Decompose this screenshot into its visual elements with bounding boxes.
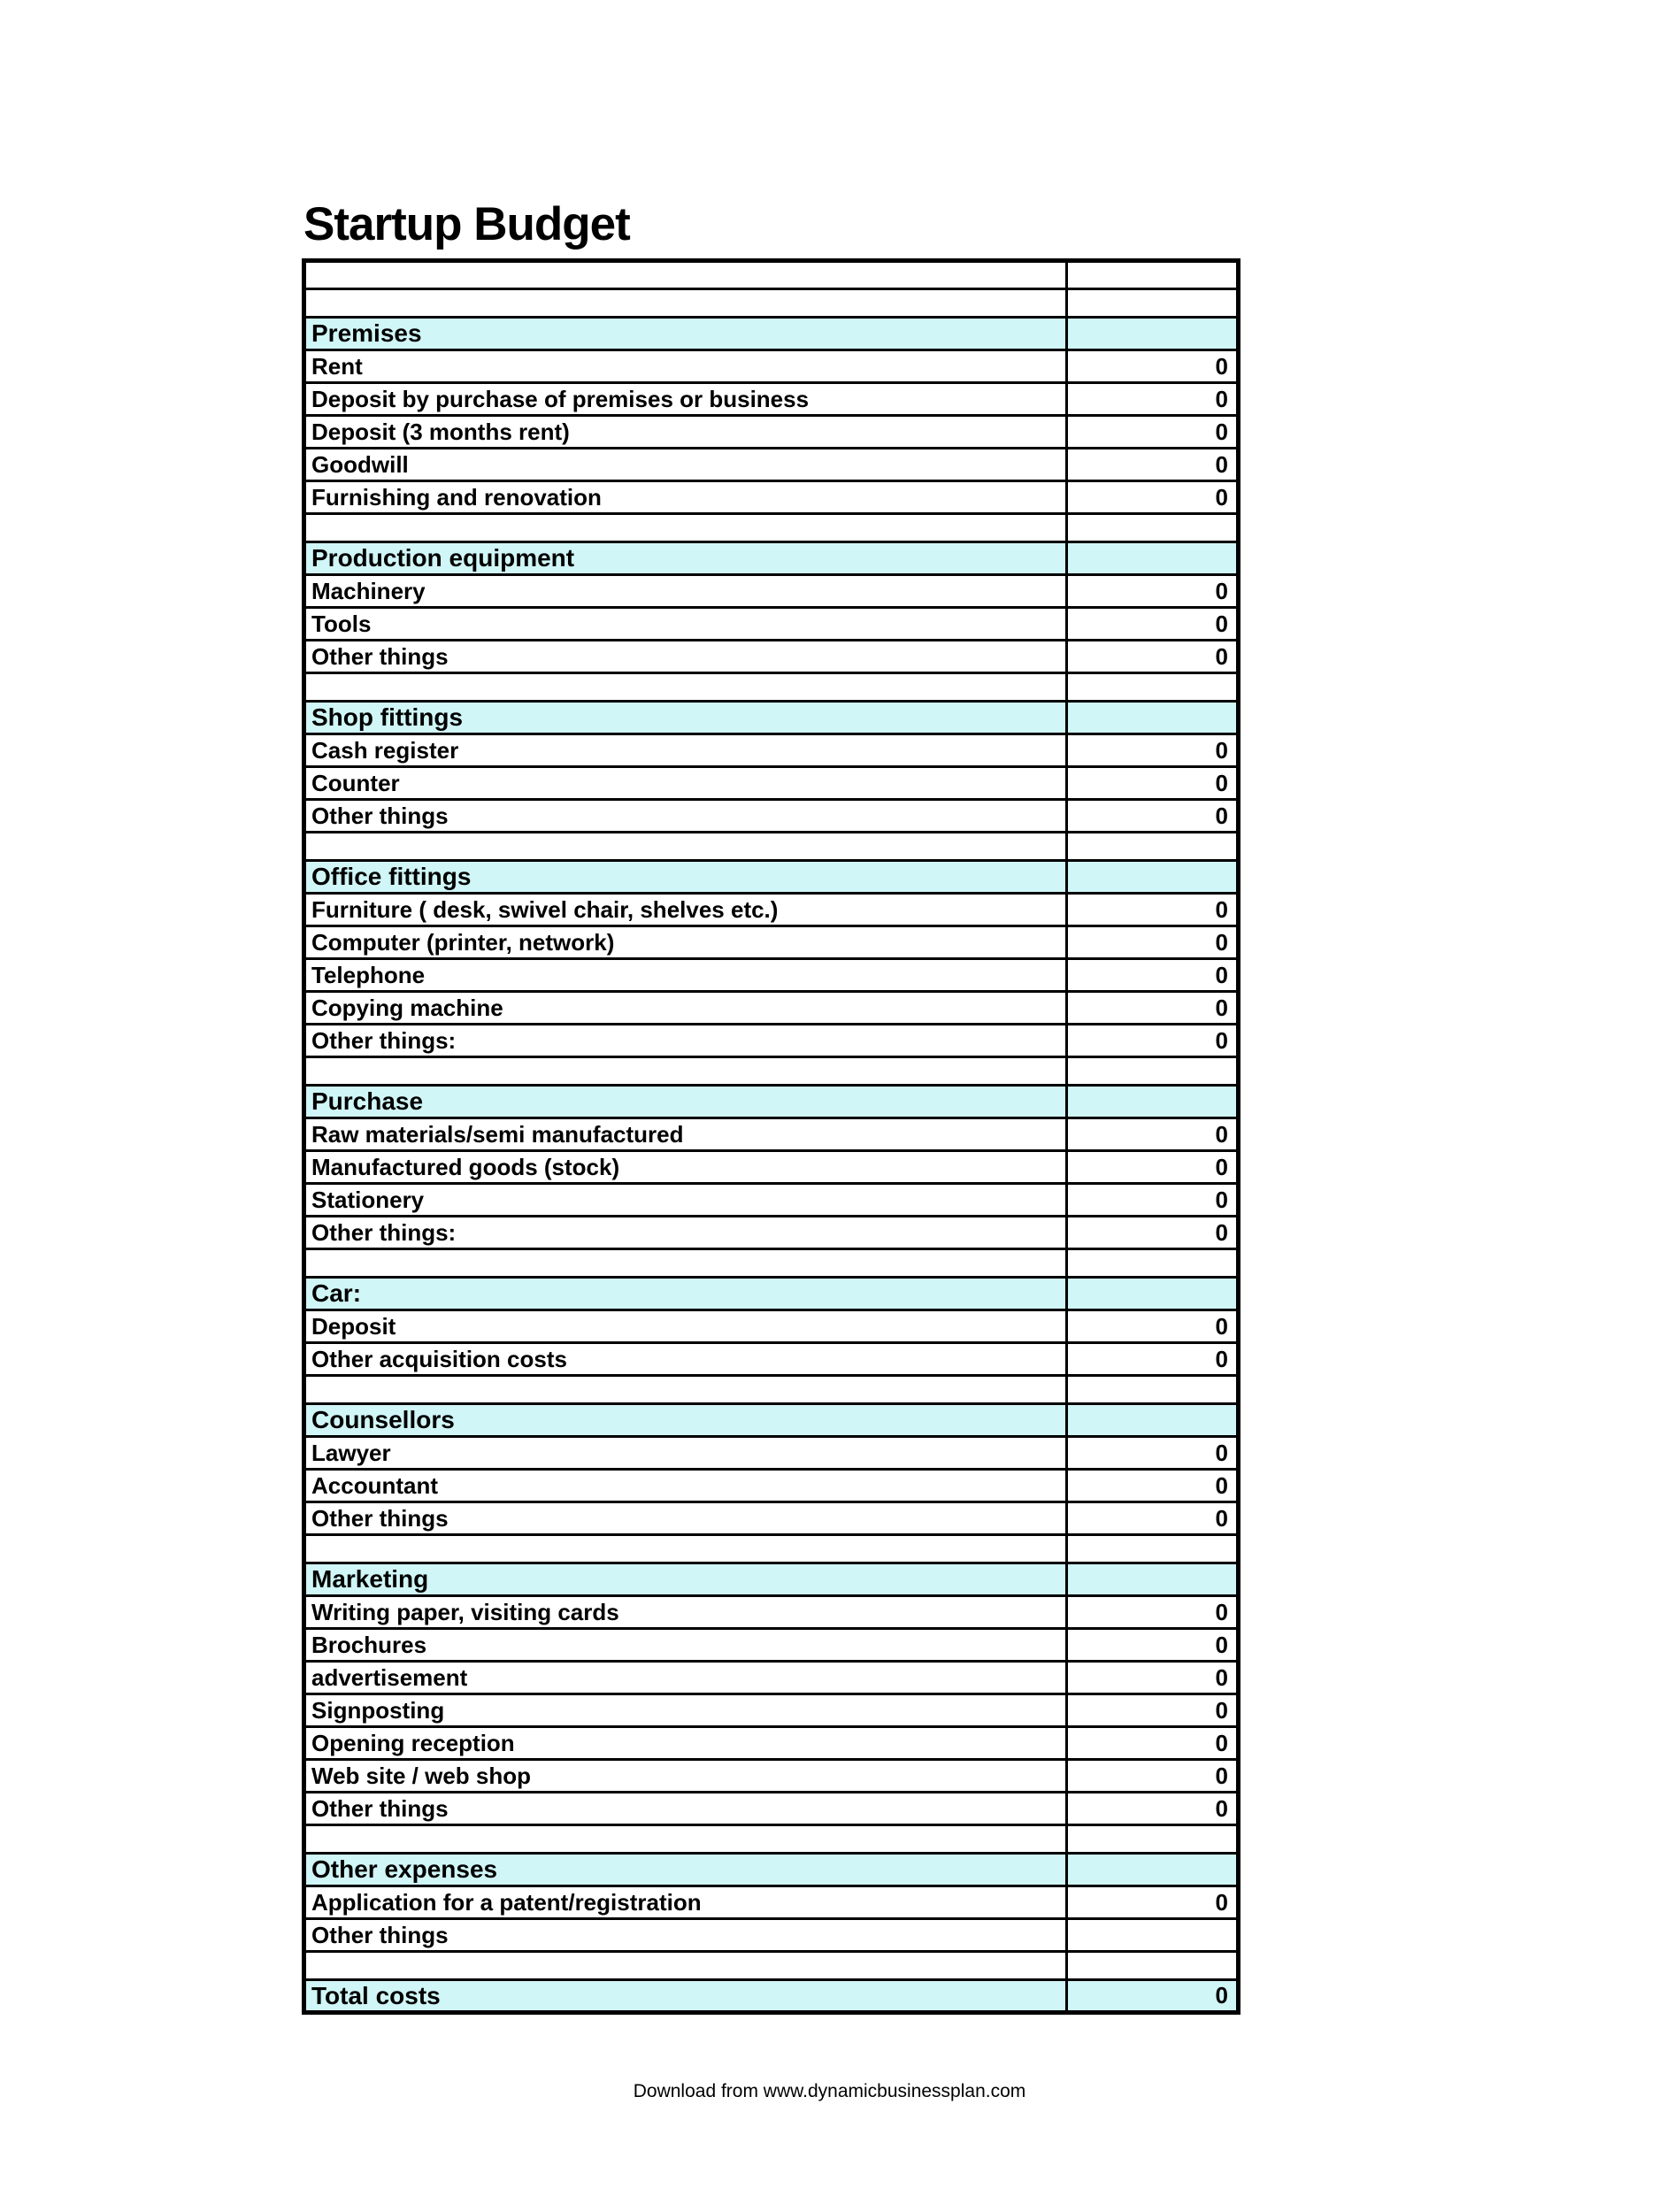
amount-value-cell <box>1067 702 1239 734</box>
spacer-row <box>304 833 1239 861</box>
table-row <box>304 959 1239 992</box>
budget-table <box>302 258 1240 2015</box>
item-label-cell <box>304 1057 1067 1086</box>
amount-value-cell: 0 <box>1067 1310 1239 1343</box>
section-header-row <box>304 1086 1239 1118</box>
amount-value-cell: 0 <box>1067 350 1239 383</box>
footer-text: Download from www.dynamicbusinessplan.com <box>633 2081 1026 2101</box>
item-label-cell: advertisement <box>304 1662 1067 1694</box>
amount-value-cell <box>1067 542 1239 575</box>
amount-value-cell: 0 <box>1067 1217 1239 1249</box>
amount-value-cell: 0 <box>1067 575 1239 608</box>
section-title-cell: Production equipment <box>304 542 1067 575</box>
table-row <box>304 1025 1239 1057</box>
table-row <box>304 383 1239 416</box>
item-label-cell: Deposit <box>304 1310 1067 1343</box>
amount-value-cell: 0 <box>1067 1727 1239 1760</box>
amount-value-cell: 0 <box>1067 1502 1239 1535</box>
item-label-cell: Brochures <box>304 1629 1067 1662</box>
item-label-cell <box>304 1249 1067 1278</box>
amount-value-cell: 0 <box>1067 992 1239 1025</box>
table-row <box>304 1343 1239 1376</box>
amount-value-cell: 0 <box>1067 1343 1239 1376</box>
amount-value-cell: 0 <box>1067 1629 1239 1662</box>
spacer-row <box>304 261 1239 289</box>
item-label-cell: Signposting <box>304 1694 1067 1727</box>
page-title: Startup Budget <box>303 198 630 250</box>
section-header-row <box>304 318 1239 350</box>
item-label-cell <box>304 673 1067 702</box>
item-label-cell: Other things <box>304 1502 1067 1535</box>
amount-value-cell: 0 <box>1067 1760 1239 1793</box>
spacer-row <box>304 1057 1239 1086</box>
table-row <box>304 1694 1239 1727</box>
amount-value-cell: 0 <box>1067 1151 1239 1184</box>
section-title-cell: Car: <box>304 1278 1067 1310</box>
spacer-row <box>304 1249 1239 1278</box>
spacer-row <box>304 1825 1239 1854</box>
amount-value-cell <box>1067 1376 1239 1404</box>
spacer-row <box>304 1952 1239 1980</box>
spacer-row <box>304 1535 1239 1563</box>
table-row <box>304 1151 1239 1184</box>
item-label-cell: Manufactured goods (stock) <box>304 1151 1067 1184</box>
item-label-cell: Accountant <box>304 1470 1067 1502</box>
amount-value-cell: 0 <box>1067 1980 1239 2013</box>
table-row <box>304 1310 1239 1343</box>
item-label-cell: Other acquisition costs <box>304 1343 1067 1376</box>
amount-value-cell: 0 <box>1067 1886 1239 1919</box>
item-label-cell <box>304 833 1067 861</box>
item-label-cell: Cash register <box>304 734 1067 767</box>
table-row <box>304 449 1239 481</box>
item-label-cell: Counter <box>304 767 1067 800</box>
amount-value-cell: 0 <box>1067 1596 1239 1629</box>
amount-value-cell <box>1067 1086 1239 1118</box>
item-label-cell: Computer (printer, network) <box>304 926 1067 959</box>
item-label-cell: Raw materials/semi manufactured <box>304 1118 1067 1151</box>
item-label-cell: Furnishing and renovation <box>304 481 1067 514</box>
table-row <box>304 1886 1239 1919</box>
amount-value-cell <box>1067 861 1239 894</box>
amount-value-cell: 0 <box>1067 383 1239 416</box>
amount-value-cell <box>1067 673 1239 702</box>
table-row <box>304 641 1239 673</box>
table-row <box>304 926 1239 959</box>
item-label-cell: Stationery <box>304 1184 1067 1217</box>
amount-value-cell <box>1067 1249 1239 1278</box>
table-row <box>304 416 1239 449</box>
item-label-cell: Deposit by purchase of premises or business <box>304 383 1067 416</box>
amount-value-cell: 0 <box>1067 416 1239 449</box>
table-row <box>304 800 1239 833</box>
table-row <box>304 1502 1239 1535</box>
spacer-row <box>304 673 1239 702</box>
table-row <box>304 1662 1239 1694</box>
amount-value-cell <box>1067 833 1239 861</box>
amount-value-cell: 0 <box>1067 734 1239 767</box>
section-header-row <box>304 1404 1239 1437</box>
section-title-cell: Marketing <box>304 1563 1067 1596</box>
item-label-cell <box>304 514 1067 542</box>
amount-value-cell: 0 <box>1067 1793 1239 1825</box>
section-title-cell: Other expenses <box>304 1854 1067 1886</box>
amount-value-cell: 0 <box>1067 1437 1239 1470</box>
section-title-cell: Shop fittings <box>304 702 1067 734</box>
table-row <box>304 1793 1239 1825</box>
amount-value-cell: 0 <box>1067 767 1239 800</box>
amount-value-cell: 0 <box>1067 1662 1239 1694</box>
item-label-cell: Deposit (3 months rent) <box>304 416 1067 449</box>
amount-value-cell: 0 <box>1067 641 1239 673</box>
amount-value-cell: 0 <box>1067 926 1239 959</box>
table-row <box>304 481 1239 514</box>
spacer-row <box>304 289 1239 318</box>
table-row <box>304 608 1239 641</box>
amount-value-cell: 0 <box>1067 1694 1239 1727</box>
item-label-cell: Goodwill <box>304 449 1067 481</box>
total-costs-row <box>304 1980 1239 2013</box>
item-label-cell: Other things: <box>304 1217 1067 1249</box>
table-row <box>304 992 1239 1025</box>
budget-table-body <box>304 261 1239 2013</box>
item-label-cell: Machinery <box>304 575 1067 608</box>
table-row <box>304 1760 1239 1793</box>
item-label-cell: Telephone <box>304 959 1067 992</box>
item-label-cell: Writing paper, visiting cards <box>304 1596 1067 1629</box>
amount-value-cell: 0 <box>1067 1118 1239 1151</box>
section-header-row <box>304 1854 1239 1886</box>
table-row <box>304 1629 1239 1662</box>
item-label-cell: Web site / web shop <box>304 1760 1067 1793</box>
table-row <box>304 1470 1239 1502</box>
table-row <box>304 1184 1239 1217</box>
section-title-cell: Office fittings <box>304 861 1067 894</box>
amount-value-cell: 0 <box>1067 894 1239 926</box>
section-header-row <box>304 542 1239 575</box>
item-label-cell: Other things <box>304 1793 1067 1825</box>
item-label-cell <box>304 261 1067 289</box>
table-row <box>304 1596 1239 1629</box>
amount-value-cell <box>1067 1825 1239 1854</box>
table-row <box>304 894 1239 926</box>
section-header-row <box>304 702 1239 734</box>
section-title-cell: Counsellors <box>304 1404 1067 1437</box>
table-row <box>304 575 1239 608</box>
item-label-cell <box>304 1825 1067 1854</box>
item-label-cell: Other things: <box>304 1025 1067 1057</box>
item-label-cell: Copying machine <box>304 992 1067 1025</box>
amount-value-cell: 0 <box>1067 959 1239 992</box>
amount-value-cell: 0 <box>1067 481 1239 514</box>
amount-value-cell <box>1067 514 1239 542</box>
amount-value-cell <box>1067 261 1239 289</box>
table-row <box>304 1118 1239 1151</box>
item-label-cell: Tools <box>304 608 1067 641</box>
table-row <box>304 767 1239 800</box>
item-label-cell: Other things <box>304 1919 1067 1952</box>
table-row <box>304 734 1239 767</box>
item-label-cell <box>304 1376 1067 1404</box>
amount-value-cell: 0 <box>1067 449 1239 481</box>
item-label-cell <box>304 1952 1067 1980</box>
amount-value-cell <box>1067 1535 1239 1563</box>
table-row <box>304 1437 1239 1470</box>
table-row <box>304 350 1239 383</box>
item-label-cell: Lawyer <box>304 1437 1067 1470</box>
amount-value-cell: 0 <box>1067 1025 1239 1057</box>
amount-value-cell: 0 <box>1067 1470 1239 1502</box>
table-row <box>304 1919 1239 1952</box>
amount-value-cell <box>1067 1919 1239 1952</box>
amount-value-cell: 0 <box>1067 800 1239 833</box>
section-title-cell: Premises <box>304 318 1067 350</box>
item-label-cell: Furniture ( desk, swivel chair, shelves etc.) <box>304 894 1067 926</box>
amount-value-cell <box>1067 318 1239 350</box>
spacer-row <box>304 514 1239 542</box>
amount-value-cell: 0 <box>1067 1184 1239 1217</box>
item-label-cell: Application for a patent/registration <box>304 1886 1067 1919</box>
section-header-row <box>304 1563 1239 1596</box>
item-label-cell <box>304 289 1067 318</box>
amount-value-cell: 0 <box>1067 608 1239 641</box>
amount-value-cell <box>1067 1563 1239 1596</box>
section-title-cell: Purchase <box>304 1086 1067 1118</box>
amount-value-cell <box>1067 1952 1239 1980</box>
amount-value-cell <box>1067 1278 1239 1310</box>
spacer-row <box>304 1376 1239 1404</box>
item-label-cell: Total costs <box>304 1980 1067 2013</box>
section-header-row <box>304 861 1239 894</box>
item-label-cell: Rent <box>304 350 1067 383</box>
section-header-row <box>304 1278 1239 1310</box>
table-row <box>304 1217 1239 1249</box>
item-label-cell <box>304 1535 1067 1563</box>
amount-value-cell <box>1067 1057 1239 1086</box>
amount-value-cell <box>1067 1854 1239 1886</box>
table-row <box>304 1727 1239 1760</box>
amount-value-cell <box>1067 289 1239 318</box>
item-label-cell: Opening reception <box>304 1727 1067 1760</box>
amount-value-cell <box>1067 1404 1239 1437</box>
item-label-cell: Other things <box>304 641 1067 673</box>
item-label-cell: Other things <box>304 800 1067 833</box>
